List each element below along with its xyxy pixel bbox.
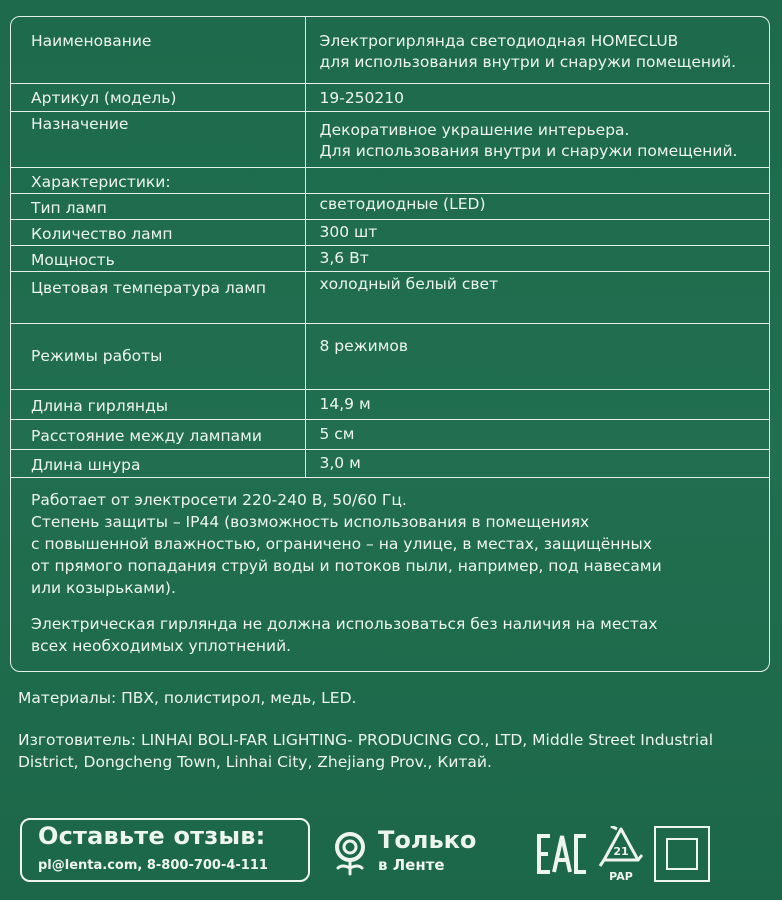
spec-row — [11, 17, 769, 83]
spec-value: 5 см — [305, 419, 769, 449]
spec-row — [11, 419, 769, 449]
review-contact: pl@lenta.com, 8-800-700-4-111 — [38, 858, 268, 873]
spec-key: Длина шнура — [11, 449, 305, 477]
spec-value: Электрогирлянда светодиодная HOMECLUB для использования внутри и снаружи помещений. — [305, 17, 769, 83]
power-note: Работает от электросети 220-240 В, 50/60 Гц. Степень защиты – IP44 (возможность использования в помещениях с повышенной влажностью, ограничено – на улице, в местах, защищённых от прямого попадания струй воды и потоков пыли, например, под навесами или козырьками). — [31, 491, 662, 597]
recycle-icon — [598, 826, 644, 886]
recycle-number: 21 — [613, 845, 629, 858]
spec-value: 3,0 м — [305, 449, 769, 477]
spec-row — [11, 219, 769, 245]
spec-row — [11, 193, 769, 219]
spec-key: Характеристики: — [11, 167, 305, 193]
review-box — [20, 818, 310, 882]
eac-icon — [536, 832, 588, 876]
lenta-flower-icon — [330, 830, 370, 876]
spec-key: Тип ламп — [11, 193, 305, 219]
spec-row — [11, 83, 769, 111]
spec-value: Декоративное украшение интерьера. Для использования внутри и снаружи помещений. — [305, 111, 769, 167]
brand-line1: Только — [378, 826, 477, 854]
spec-key: Наименование — [11, 17, 305, 83]
spec-row — [11, 245, 769, 271]
spec-key: Артикул (модель) — [11, 83, 305, 111]
spec-value: 14,9 м — [305, 389, 769, 419]
spec-value — [305, 167, 769, 193]
recycle-label: PAP — [609, 870, 633, 883]
notes-block — [31, 489, 751, 657]
review-title: Оставьте отзыв: — [38, 822, 266, 850]
spec-value: 300 шт — [305, 219, 769, 245]
materials-text: Материалы: ПВХ, полистирол, медь, LED. — [18, 689, 357, 707]
brand-logo — [330, 826, 510, 882]
spec-row — [11, 449, 769, 477]
spec-key: Цветовая температура ламп — [11, 271, 305, 323]
spec-value: 19-250210 — [305, 83, 769, 111]
spec-row — [11, 167, 769, 193]
spec-key: Режимы работы — [11, 323, 305, 389]
manufacturer-text: Изготовитель: LINHAI BOLI-FAR LIGHTING- PRODUCING CO., LTD, Middle Street Industrial District, Dongcheng Town, Linhai City, Zhejiang Prov., Китай. — [18, 731, 713, 771]
spec-value: светодиодные (LED) — [305, 193, 769, 219]
spec-key: Количество ламп — [11, 219, 305, 245]
spec-value: 8 режимов — [305, 323, 769, 389]
spec-value: холодный белый свет — [305, 271, 769, 323]
spec-key: Длина гирлянды — [11, 389, 305, 419]
spec-box — [10, 16, 770, 672]
spec-row — [11, 111, 769, 167]
spec-row — [11, 271, 769, 323]
spec-row — [11, 389, 769, 419]
spec-key: Расстояние между лампами — [11, 419, 305, 449]
spec-value: 3,6 Вт — [305, 245, 769, 271]
spec-key: Назначение — [11, 111, 305, 167]
double-square-icon — [654, 826, 710, 882]
spec-row — [11, 323, 769, 389]
double-square-inner — [666, 838, 698, 870]
spec-table — [11, 17, 769, 478]
brand-line2: в Ленте — [378, 856, 445, 874]
spec-key: Мощность — [11, 245, 305, 271]
warning-note: Электрическая гирлянда не должна использоваться без наличия на местах всех необходимых уплотнений. — [31, 615, 658, 655]
